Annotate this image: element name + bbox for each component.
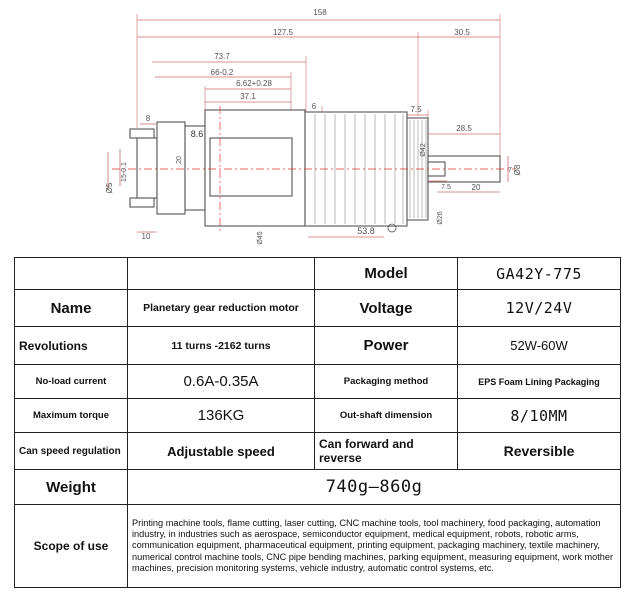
motor-dimension-drawing xyxy=(0,0,628,250)
dim-label-7: 7 xyxy=(508,167,512,174)
spec-row-noload xyxy=(15,365,621,399)
dim-label-d45: Ø45 xyxy=(257,231,264,245)
dim-label-d8: Ø8 xyxy=(513,164,522,176)
dim-label-7-5-low: 7.5 xyxy=(441,184,451,191)
dim-label-28-5: 28.5 xyxy=(456,124,472,133)
spec-blank-cell xyxy=(128,258,315,290)
dim-label-66: 66-0.2 xyxy=(210,68,234,77)
forward-label: Can forward and reverse xyxy=(315,433,458,470)
spec-row-model xyxy=(15,258,621,290)
spec-row-revolutions xyxy=(15,327,621,365)
noload-label: No-load current xyxy=(15,365,128,399)
dim-label-20-right: 20 xyxy=(471,183,481,192)
voltage-label: Voltage xyxy=(315,290,458,327)
packaging-value: EPS Foam Lining Packaging xyxy=(458,365,621,399)
revolutions-value: 11 turns -2162 turns xyxy=(128,327,315,365)
dim-label-8-6: 8.6 xyxy=(190,129,204,139)
packaging-label: Packaging method xyxy=(315,365,458,399)
shaft-value: 8/10MM xyxy=(458,399,621,433)
dim-label-53-8: 53.8 xyxy=(357,226,375,236)
dim-label-73-7: 73.7 xyxy=(214,52,230,61)
power-value: 52W-60W xyxy=(458,327,621,365)
noload-value: 0.6A-0.35A xyxy=(128,365,315,399)
forward-value: Reversible xyxy=(458,433,621,470)
power-label: Power xyxy=(315,327,458,365)
dim-label-20-left: 20 xyxy=(176,156,183,164)
dim-label-d26: Ø26 xyxy=(437,211,444,225)
model-label: Model xyxy=(315,258,458,290)
torque-label: Maximum torque xyxy=(15,399,128,433)
spec-row-torque xyxy=(15,399,621,433)
dim-label-d42: Ø42 xyxy=(420,143,427,157)
dim-label-6: 6 xyxy=(311,102,317,111)
dim-label-7-5: 7.5 xyxy=(410,105,422,114)
name-value: Planetary gear reduction motor xyxy=(128,290,315,327)
dim-label-10: 10 xyxy=(141,232,151,241)
dim-label-37-1: 37.1 xyxy=(240,92,256,101)
spec-row-scope xyxy=(15,505,621,588)
weight-label: Weight xyxy=(15,470,128,505)
dim-label-127-5: 127.5 xyxy=(272,28,294,37)
speed-value: Adjustable speed xyxy=(128,433,315,470)
dim-label-6-62: 6.62+0.28 xyxy=(236,79,272,88)
motor-outline xyxy=(112,106,515,232)
speed-label: Can speed regulation xyxy=(15,433,128,470)
scope-value: Printing machine tools, flame cutting, laser cutting, CNC machine tools, tool machinery, food packaging, automation industry, in industries such as aerospace, semiconductor equipment, medical equipment, robots, robotic arms, communication equipment, pharmaceutical equipment, printing equipment, packaging machinery, textile machinery, numerical control machine tools, CNC pipe bending machines, parking equipment, measuring equipment, work mother machines, precision monitoring systems, vehicle industry, automatic control systems, etc. xyxy=(128,505,621,588)
dim-label-15: 15-0.1 xyxy=(121,162,128,182)
spec-row-speed xyxy=(15,433,621,470)
name-label: Name xyxy=(15,290,128,327)
spec-blank-cell xyxy=(15,258,128,290)
spec-row-name xyxy=(15,290,621,327)
voltage-value: 12V/24V xyxy=(458,290,621,327)
torque-value: 136KG xyxy=(128,399,315,433)
spec-row-weight xyxy=(15,470,621,505)
dim-label-158: 158 xyxy=(313,8,327,17)
dim-label-30-5: 30.5 xyxy=(454,28,470,37)
model-value: GA42Y-775 xyxy=(458,258,621,290)
weight-value: 740g—860g xyxy=(128,470,621,505)
spec-table xyxy=(14,257,621,588)
dim-label-d5: Ø5 xyxy=(105,182,114,194)
scope-label: Scope of use xyxy=(15,505,128,588)
revolutions-label: Revolutions xyxy=(15,327,128,365)
dim-label-8: 8 xyxy=(145,114,151,123)
shaft-label: Out-shaft dimension xyxy=(315,399,458,433)
